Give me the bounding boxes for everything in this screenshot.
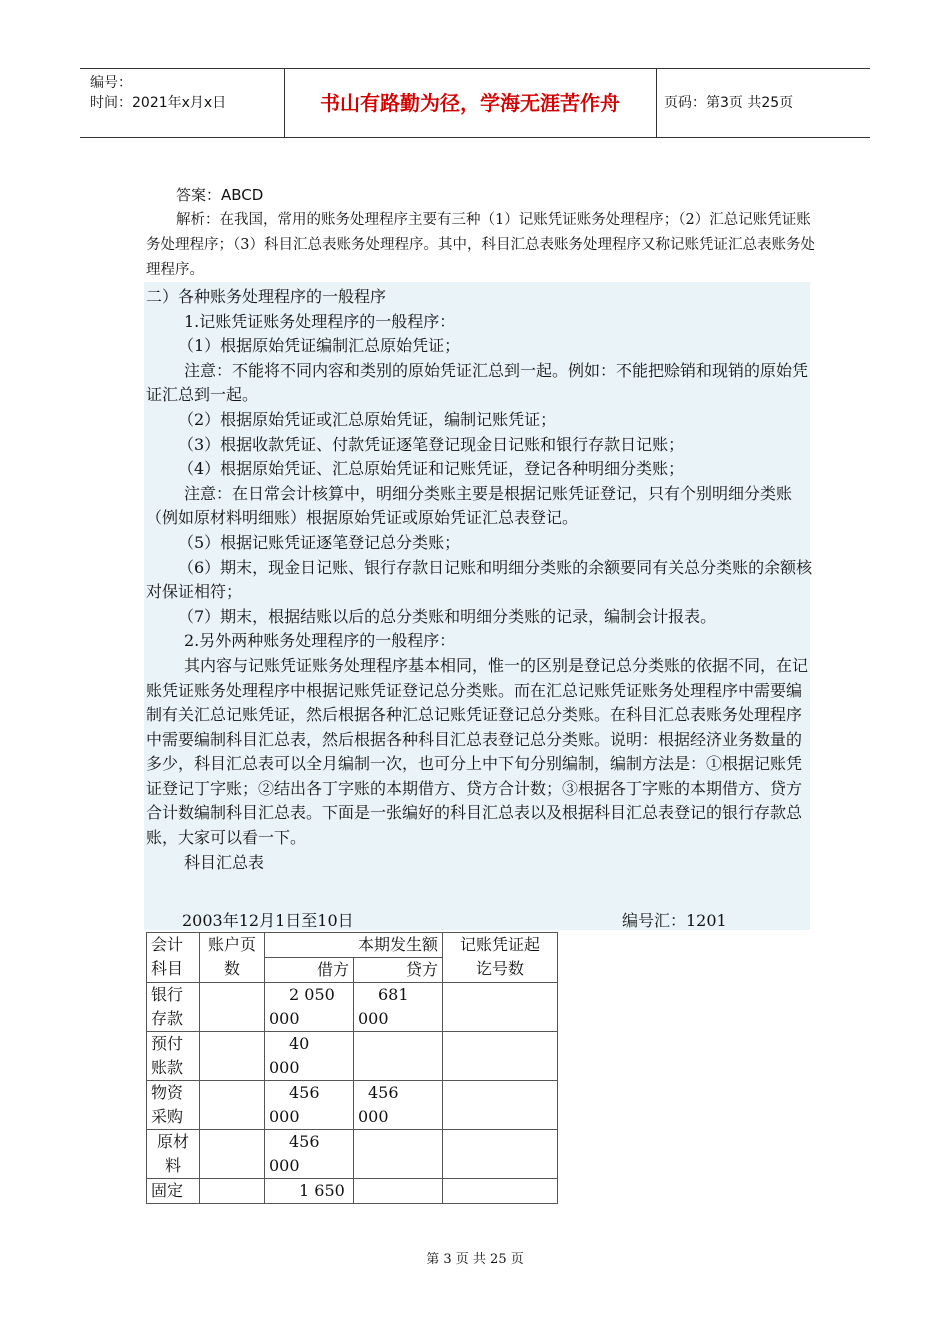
table-number: 编号汇：1201 <box>622 911 727 930</box>
cell-debit: 2 050 000 <box>265 983 354 1032</box>
cell-voucher <box>443 1032 558 1081</box>
time-label: 时间：2021年x月x日 <box>90 95 227 111</box>
note-paragraph: 注意：在日常会计核算中，明细分类账主要是根据记账凭证登记，只有个别明细分类账（例如原材料明细账）根据原始凭证或原始凭证汇总表登记。 <box>146 483 793 528</box>
table-title: 科目汇总表 <box>184 852 265 872</box>
explanation-paragraph: 解析：在我国，常用的账务处理程序主要有三种（1）记账凭证账务处理程序；（2）汇总记账凭证账务处理程序；（3）科目汇总表账务处理程序。其中，科目汇总表账务处理程序又称记账凭证汇总表账务处理程序。 <box>146 212 815 278</box>
cell-page <box>200 983 265 1032</box>
cell-debit: 456 000 <box>265 1081 354 1130</box>
cell-page <box>200 1179 265 1204</box>
table-row <box>147 1179 558 1204</box>
header-meta <box>90 73 226 113</box>
cell-credit: 456 000 <box>354 1081 443 1130</box>
page-footer: 第 3 页 共 25 页 <box>426 1252 524 1267</box>
cell-credit <box>354 1130 443 1179</box>
cell-voucher <box>443 1130 558 1179</box>
cell-debit: 40 000 <box>265 1032 354 1081</box>
cell-subject: 预付 账款 <box>147 1032 200 1081</box>
cell-debit: 1 650 <box>265 1179 354 1204</box>
cell-voucher <box>443 1081 558 1130</box>
answer-line: 答案：ABCD <box>176 186 264 204</box>
cell-subject: 原材 料 <box>147 1130 200 1179</box>
cell-page <box>200 1130 265 1179</box>
paragraph: （2）根据原始凭证或汇总原始凭证，编制记账凭证； <box>178 409 557 429</box>
cell-page <box>200 1032 265 1081</box>
summary-table <box>146 932 558 1204</box>
cell-subject: 固定 <box>147 1179 200 1204</box>
table-date: 2003年12月1日至10日 <box>182 911 354 930</box>
code-label: 编号： <box>90 75 132 91</box>
header-credit: 贷方 <box>354 958 443 983</box>
header-subject: 会计 科目 <box>147 933 200 983</box>
paragraph: （4）根据原始凭证、汇总原始凭证和记账凭证，登记各种明细分类账； <box>178 459 685 479</box>
page-header <box>80 68 870 138</box>
table-row <box>147 1032 558 1081</box>
header-page-info: 页码：第3页 共25页 <box>664 95 794 111</box>
cell-subject: 物资 采购 <box>147 1081 200 1130</box>
note-paragraph: 注意：不能将不同内容和类别的原始凭证汇总到一起。例如：不能把赊销和现销的原始凭证汇总到一起。 <box>146 360 809 405</box>
header-voucher: 记账凭证起 讫号数 <box>443 933 558 983</box>
cell-credit: 681 000 <box>354 983 443 1032</box>
cell-page <box>200 1081 265 1130</box>
table-row <box>147 1130 558 1179</box>
header-page: 账户页 数 <box>200 933 265 983</box>
cell-credit <box>354 1179 443 1204</box>
main-body <box>146 285 814 875</box>
paragraph: （1）根据原始凭证编制汇总原始凭证； <box>178 336 461 356</box>
table-row <box>147 1081 558 1130</box>
paragraph: （7）期末，根据结账以后的总分类账和明细分类账的记录，编制会计报表。 <box>178 606 717 626</box>
section-heading: 二）各种账务处理程序的一般程序 <box>146 287 387 306</box>
paragraph: 2.另外两种账务处理程序的一般程序： <box>184 631 456 651</box>
paragraph: 1.记账凭证账务处理程序的一般程序： <box>184 311 456 331</box>
paragraph: （3）根据收款凭证、付款凭证逐笔登记现金日记账和银行存款日记账； <box>178 434 685 454</box>
header-slogan: 书山有路勤为径，学海无涯苦作舟 <box>320 91 620 115</box>
paragraph: 其内容与记账凭证账务处理程序基本相同，惟一的区别是登记总分类账的依据不同，在记账凭证账务处理程序中根据记账凭证登记总分类账。而在汇总记账凭证账务处理程序中需要编制有关汇总记账凭证，然后根据各种汇总记账凭证登记总分类账。在科目汇总表账务处理程序中需要编制科目汇总表，然后根据各种科目汇总表登记总分类账。说明：根据经济业务数量的多少，科目汇总表可以全月编制一次，也可分上中下旬分别编制，编制方法是：①根据记账凭证登记丁字账；②结出各丁字账的本期借方、贷方合计数；③根据各丁字账的本期借方、贷方合计数编制科目汇总表。下面是一张编好的科目汇总表以及根据科目汇总表登记的银行存款总账，大家可以看一下。 <box>146 655 809 848</box>
cell-debit: 456 000 <box>265 1130 354 1179</box>
cell-credit <box>354 1032 443 1081</box>
header-debit: 借方 <box>265 958 354 983</box>
cell-voucher <box>443 983 558 1032</box>
paragraph: （6）期末，现金日记账、银行存款日记账和明细分类账的余额要同有关总分类账的余额核对保证相符； <box>146 557 813 602</box>
paragraph: （5）根据记账凭证逐笔登记总分类账； <box>178 532 461 552</box>
header-divider <box>656 69 657 137</box>
table-row <box>147 983 558 1032</box>
header-amount: 本期发生额 <box>265 933 443 958</box>
cell-voucher <box>443 1179 558 1204</box>
cell-subject: 银行 存款 <box>147 983 200 1032</box>
